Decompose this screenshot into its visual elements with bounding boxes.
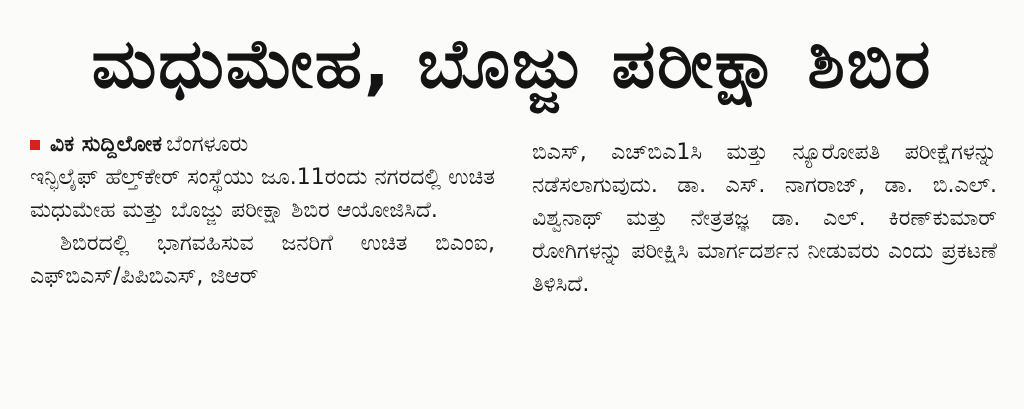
article-column-right bbox=[532, 136, 997, 301]
red-square-bullet-icon bbox=[30, 140, 40, 150]
article-column-left bbox=[30, 128, 495, 293]
byline-source: ವಿಕ ಸುದ್ದಿಲೋಕ bbox=[50, 132, 163, 157]
byline-city: ಬೆಂಗಳೂರು bbox=[166, 132, 249, 157]
article-headline: ಮಧುಮೇಹ, ಬೊಜ್ಜು ಪರೀಕ್ಷಾ ಶಿಬಿರ bbox=[91, 25, 933, 104]
paragraph-2-start: ಶಿಬಿರದಲ್ಲಿ ಭಾಗವಹಿಸುವ ಜನರಿಗೆ ಉಚಿತ ಬಿಎಂಐ, ಎಫ್‌ಬಿಎಸ್/ಪಿಪಿಬಿಎಸ್, ಜಿಆರ್ bbox=[30, 231, 495, 289]
byline bbox=[30, 128, 495, 161]
paragraph-1: ಇನ್ಫಿಲೈಫ್ ಹೆಲ್ತ್‌ಕೇರ್ ಸಂಸ್ಥೆಯು ಜೂ.11ರಂದು ನಗರದಲ್ಲಿ ಉಚಿತ ಮಧುಮೇಹ ಮತ್ತು ಬೊಜ್ಜು ಪರೀಕ್ಷಾ ಶಿಬಿರ ಆಯೋಜಿಸಿದೆ. bbox=[30, 165, 495, 223]
paragraph-2-continued: ಬಿಎಸ್, ಎಚ್‌ಬಿಎ1ಸಿ ಮತ್ತು ನ್ಯೂರೋಪತಿ ಪರೀಕ್ಷೆಗಳನ್ನು ನಡೆಸಲಾಗುವುದು. ಡಾ. ಎಸ್. ನಾಗರಾಜ್, ಡಾ. ಬಿ.ಎಲ್. ವಿಶ್ವನಾಥ್ ಮತ್ತು ನೇತ್ರತಜ್ಞ ಡಾ. ಎಲ್. ಕಿರಣ್‌ಕುಮಾರ್ ರೋಗಿಗಳನ್ನು ಪರೀಕ್ಷಿಸಿ ಮಾರ್ಗದರ್ಶನ ನೀಡುವರು ಎಂದು ಪ್ರಕಟಣೆ ತಿಳಿಸಿದೆ. bbox=[532, 140, 997, 297]
